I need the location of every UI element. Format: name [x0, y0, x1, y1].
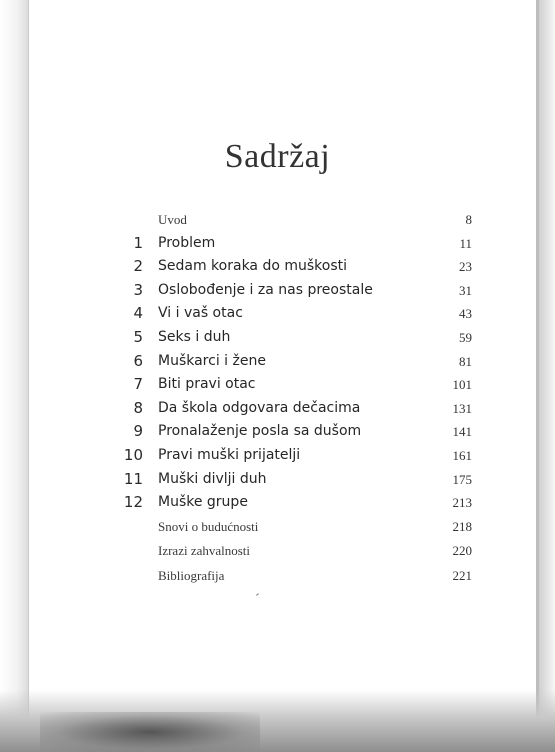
- toc-entry: [108, 539, 478, 564]
- toc-entry-page: 175: [452, 471, 472, 487]
- toc-entry-page: 11: [459, 235, 472, 251]
- toc-entry-title: Seks i duh: [158, 328, 231, 345]
- toc-entry-number: 3: [133, 280, 143, 299]
- scan-shadow-spot: [40, 712, 260, 752]
- toc-entry-page: 23: [459, 259, 472, 275]
- toc-entry-page: 8: [465, 212, 472, 227]
- toc-entry-title: Uvod: [158, 212, 187, 227]
- toc-entry: [108, 302, 478, 326]
- toc-entry-page: 221: [452, 567, 472, 583]
- toc-entry-number: 6: [133, 351, 143, 370]
- toc-entry-title: Biti pravi otac: [158, 376, 256, 393]
- toc-entry-title: Izrazi zahvalnosti: [158, 543, 251, 559]
- toc-entry: [108, 350, 478, 374]
- toc-entry: [108, 397, 478, 421]
- toc-entry-title: Oslobođenje i za nas preostale: [158, 281, 373, 298]
- toc-entry: [108, 444, 478, 468]
- toc-entry-page: 81: [459, 353, 472, 369]
- toc-entry-number: 11: [123, 469, 143, 488]
- toc-entry-page: 31: [459, 282, 472, 298]
- toc-entry-page: 220: [452, 543, 472, 559]
- toc-entry-number: 5: [133, 327, 143, 346]
- toc-entry: [108, 279, 478, 303]
- toc-entry-title: Da škola odgovara dečacima: [158, 399, 361, 416]
- toc-entry: [108, 515, 478, 540]
- toc-entry-page: 141: [452, 424, 472, 440]
- toc-entry-page: 161: [452, 447, 472, 463]
- scan-margin-right: [539, 0, 555, 752]
- toc-entry-number: 12: [123, 493, 143, 512]
- toc-entry-title: Problem: [158, 234, 216, 251]
- toc-entry: [108, 232, 478, 256]
- toc-entry-title: Muški divlji duh: [158, 470, 267, 487]
- toc-entry-number: 1: [133, 233, 143, 252]
- toc-entry-page: 131: [452, 400, 472, 416]
- toc-entry-title: Pravi muški prijatelji: [158, 446, 301, 463]
- toc-entry: [108, 208, 478, 232]
- toc-entry-page: 213: [452, 495, 472, 511]
- toc-entry-number: 4: [133, 304, 143, 323]
- toc-entry-title: Sedam koraka do muškosti: [158, 258, 348, 275]
- toc-entry-title: Snovi o budućnosti: [158, 518, 259, 534]
- toc-entry-title: Vi i vaš otac: [158, 305, 243, 322]
- toc-entry-number: 9: [133, 422, 143, 441]
- toc-entry: [108, 373, 478, 397]
- toc-entry-page: 101: [452, 377, 472, 393]
- toc-entry: [108, 255, 478, 279]
- toc-entry-page: 59: [459, 329, 472, 345]
- toc-entry: [108, 468, 478, 492]
- scan-margin-left: [0, 0, 28, 752]
- toc-entry: [108, 420, 478, 444]
- toc-entry-page: 43: [459, 306, 472, 322]
- toc-entry: [108, 326, 478, 350]
- table-of-contents: [108, 208, 478, 588]
- page-title: Sadržaj: [224, 138, 331, 175]
- toc-entry-number: 8: [133, 398, 143, 417]
- toc-entry-number: 10: [123, 445, 143, 464]
- toc-entry: [108, 491, 478, 515]
- toc-entry-title: Pronalaženje posla sa dušom: [158, 423, 362, 440]
- toc-entry-title: Muškarci i žene: [158, 352, 266, 369]
- toc-entry-page: 218: [452, 518, 472, 534]
- toc-entry-number: 2: [133, 257, 143, 276]
- toc-entry-title: Muške grupe: [158, 494, 248, 511]
- toc-entry: [108, 564, 478, 589]
- toc-entry-number: 7: [133, 375, 143, 394]
- toc-entry-title: Bibliografija: [158, 567, 225, 583]
